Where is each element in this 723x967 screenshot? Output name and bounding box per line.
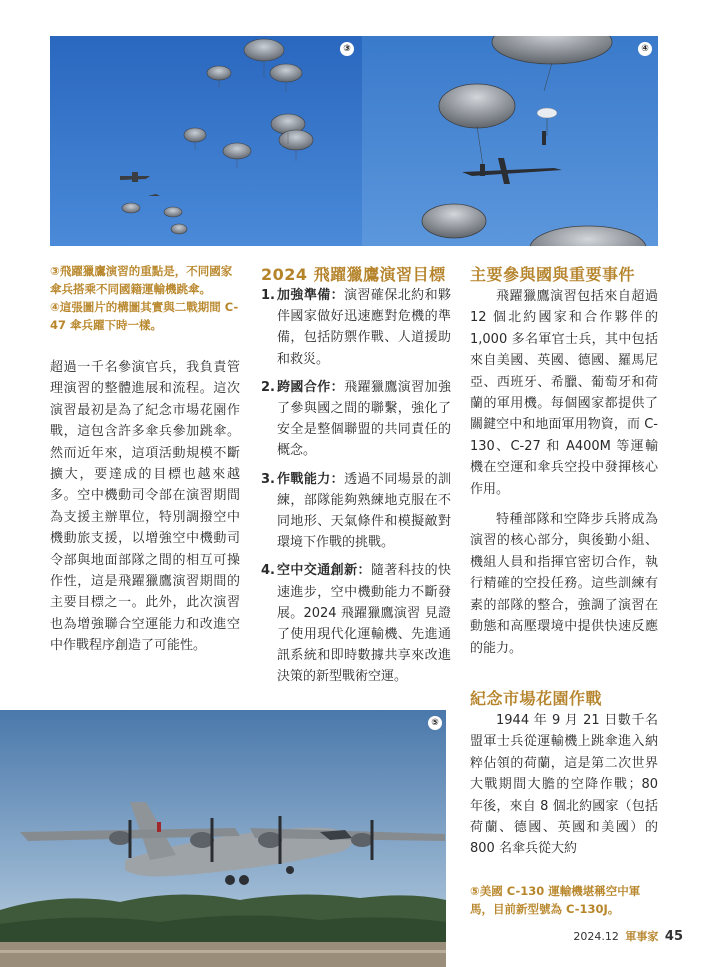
paragraph: 1944 年 9 月 21 日數千名盟軍士兵從運輸機上跳傘進入納粹佔領的荷蘭，這是第二次世界大戰期間大膽的空降作戰；80 年後，來自 8 個北約國家（包括荷蘭、德國、英國和美國）的 800 名傘兵從大約 [470, 713, 658, 857]
market-garden-text [470, 710, 658, 860]
paragraph: 飛躍獵鷹演習包括來自超過 12 個北約國家和合作夥伴的 1,000 多名軍官士兵，其中包括來自美國、英國、德國、羅馬尼亞、西班牙、希臘、葡萄牙和荷蘭的軍用機。每個國家都提供了關鍵空中和地面軍用物資，而 C-130、C-27 和 A400M 等運輸機在空運和傘兵空投中發揮核心作用。 [470, 289, 658, 497]
participants-text [470, 286, 658, 659]
goal-number: 1. [261, 288, 275, 303]
photo-number-badge: ⑤ [428, 716, 442, 730]
photo-number-badge: ③ [340, 42, 354, 56]
goal-number: 4. [261, 563, 275, 579]
photo-parachute-drop-right [362, 36, 658, 246]
photo-caption [50, 262, 240, 334]
goal-item [261, 285, 451, 370]
goal-text: 隨著科技的快速進步，空中機動能力不斷發展。2024 飛躍獵鷹演習 見證了使用現代化運輸機、先進通訊系統和即時數據共享來改進決策的新型戰術空運。 [277, 563, 451, 685]
goal-title: 加強準備： [277, 288, 345, 303]
paragraph: 特種部隊和空降步兵將成為演習的核心部分，與後勤小組、機組人員和指揮官密切合作，執行精確的空投任務。這些訓練有素的部隊的整合，強調了演習在動態和高壓環境中提供快速反應的能力。 [470, 512, 658, 656]
issue-date: 2024.12 [573, 930, 619, 943]
photo-number-badge: ④ [638, 42, 652, 56]
participants-heading: 主要參與國與重要事件 [470, 265, 636, 284]
goal-title: 跨國合作： [277, 379, 345, 395]
goal-text: 飛躍獵鷹演習加強了參與國之間的聯繫，強化了安全是整個聯盟的共同責任的概念。 [277, 379, 451, 459]
paragraph: 超過一千名參演官兵，我負責管理演習的整體進展和流程。這次演習最初是為了紀念市場花園作戰，這包含許多傘兵參加跳傘。然而近年來，這項活動規模不斷擴大，要達成的目標也越來越多。空中機動司令部在演習期間為支援主辦單位，特別調撥空中機動旅支援，以增強空中機動司令部與地面部隊之間的相互可操作性，這是飛躍獵鷹演習期間的主要目標之一。此外，此次演習也為增強聯合空運能力和改進空中作戰程序創造了可能性。 [50, 360, 240, 654]
goal-item [261, 469, 451, 554]
page-number: 45 [664, 929, 683, 944]
photo-c130-aircraft [0, 710, 446, 967]
caption-photo4: ④這張圖片的構圖其實與二戰期間 C-47 傘兵躍下時一樣。 [50, 300, 239, 332]
goal-number: 2. [261, 379, 275, 395]
photo-parachute-drop-left [50, 36, 362, 246]
page-footer [573, 928, 683, 944]
magazine-brand: 軍事家 [625, 930, 659, 943]
goal-title: 空中交通創新： [277, 563, 371, 579]
goal-title: 作戰能力： [277, 471, 345, 487]
goal-text: 透過不同場景的訓練，部隊能夠熟練地克服在不同地形、天氣條件和模擬敵對環境下作戰的挑戰。 [277, 471, 451, 551]
left-column-text [50, 357, 240, 657]
goal-text: 演習確保北約和夥伴國家做好迅速應對危機的準備，包括防禦作戰、人道援助和救災。 [277, 288, 451, 367]
market-garden-heading: 紀念市場花園作戰 [470, 689, 603, 708]
caption-photo3: ③飛躍獵鷹演習的重點是，不同國家傘兵搭乘不同國籍運輸機跳傘。 [50, 264, 233, 296]
goal-item [261, 560, 451, 687]
goal-item [261, 377, 451, 462]
goals-heading: 2024 飛躍獵鷹演習目標 [261, 265, 446, 284]
caption-photo5: ⑤美國 C-130 運輸機堪稱空中軍馬，目前新型號為 C-130J。 [470, 884, 641, 916]
goals-list [261, 285, 451, 695]
goal-number: 3. [261, 471, 275, 487]
